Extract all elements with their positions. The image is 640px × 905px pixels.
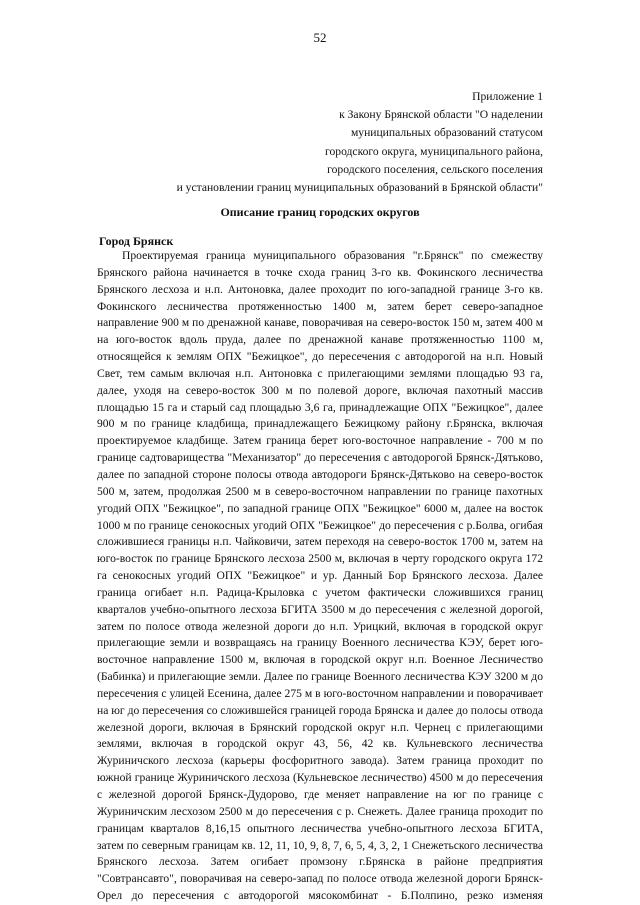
text-line: Брянского лесхоза и н.п. Антоновка, далее проходит по юго-западной границе 3-го кв. <box>97 282 543 296</box>
text-line: Журиничским лесхозом 2500 м до пересечения с р. Снежеть. Далее граница проходит по <box>97 804 543 818</box>
text-line: га сенокосных угодий ОПХ "Бежицкое" и ур. Данный Бор Брянского лесхоза. Далее <box>97 569 543 583</box>
text-line: (Бабинка) и прилегающие земли. Далее по границе Военного лесничества КЭУ 3200 м до <box>97 670 543 684</box>
text-line: Орел до пересечения с автодорогой мясокомбинат - Б.Полпино, резко изменяя <box>97 889 543 903</box>
text-line: 500 м, затем, продолжая 2500 м в северо-восточном направлении по границе пахотных <box>97 484 543 498</box>
appendix-line: и установлении границ муниципальных образований в Брянской области" <box>176 181 543 195</box>
text-line: землями, включая в городской округ 43, 56, 42 кв. Кульневского лесничества <box>97 737 543 751</box>
text-line: 900 м по границе кладбища, принадлежащего Бежицкому району г.Брянска, включая <box>97 417 543 431</box>
text-line: железной дороги, включая в Брянский городской округ н.п. Чернец с прилегающими <box>97 720 543 734</box>
text-line: прилегающие земли и возвращаясь на границу Военного лесничества КЭУ, берет юго- <box>97 636 543 650</box>
text-line: Свет, тем самым включая н.п. Антоновка с прилегающими землями площадью 93 га, <box>97 366 543 380</box>
page-number: 52 <box>313 30 327 45</box>
text-line: площадью 15 га и старый сад площадью 3,6 га, принадлежащие ОПХ "Бежицкое", далее <box>97 400 543 414</box>
text-line: сложившиеся границы н.п. Чайковичи, затем переходя на северо-восток 1700 м, затем на <box>97 535 543 549</box>
appendix-line: городского поселения, сельского поселения <box>327 162 543 176</box>
text-line: "Совтрансавто", поворачивая на северо-запад по полосе отвода железной дороги Брянск- <box>97 872 543 886</box>
text-line: границе садтоварищества "Механизатор" до пересечения с автодорогой Брянск-Дятьково, <box>97 451 543 465</box>
text-line: Брянского лесхоза. Затем огибает промзону г.Брянска в районе предприятия <box>97 855 543 869</box>
body-text <box>97 248 543 905</box>
text-line: затем по северным границам кв. 12, 11, 10, 9, 8, 7, 6, 5, 4, 3, 2, 1 Снежетьского лесничества <box>97 839 543 852</box>
text-line: границам кварталов 8,16,15 опытного лесничества учебно-опытного лесхоза БГИТА, <box>97 821 543 835</box>
text-line: далее по западной стороне полосы отвода автодороги Брянск-Дятьково на северо-восток <box>97 467 543 481</box>
text-line: Проектируемая граница муниципального образования "г.Брянск" по смежеству <box>122 249 543 262</box>
appendix-line: к Закону Брянской области "О наделении <box>339 108 543 122</box>
text-line: относящейся к землям ОПХ "Бежицкое", до пересечения с автодорогой на н.п. Новый <box>97 350 543 364</box>
text-line: кварталов учебно-опытного лесхоза БГИТА 3500 м до пересечения с железной дорогой, <box>97 602 543 616</box>
text-line: южной границе Журиничского лесхоза (Кульневское лесничество) 4500 м до пересечения <box>97 771 543 785</box>
section-title: Описание границ городских округов <box>220 205 420 219</box>
text-line: юго-восток по границе Брянского лесхоза 2500 м, включая в черту городского округа 172 <box>97 552 543 566</box>
text-line: восточное направление 1500 м, включая в городской округ н.п. Военное Лесничество <box>97 653 543 667</box>
text-line: 1000 м по границе сенокосных угодий ОПХ "Бежицкое" до пересечения с р.Болва, огибая <box>97 518 543 532</box>
text-line: направление 900 м по дренажной канаве, поворачивая на северо-восток 150 м, затем 400 м <box>97 317 543 330</box>
appendix-line: муниципальных образований статусом <box>350 126 543 140</box>
text-line: граница огибает н.п. Радица-Крыловка с учетом фактически сложившихся границ <box>97 585 543 599</box>
text-line: затем по полосе отвода железной дороги до н.п. Урицкий, включая в городской округ <box>97 619 543 633</box>
text-line: Журиничского лесхоза (карьеры фосфоритного завода). Затем граница проходит по <box>97 754 543 768</box>
appendix-line: Приложение 1 <box>472 90 543 103</box>
appendix-block <box>177 88 543 197</box>
text-line: на юг до пересечения со сложившейся границей города Брянска и далее до полосы отвода <box>97 703 543 717</box>
text-line: на юго-восток вдоль пруда, далее по дренажной канаве протяженностью 1100 м, <box>97 333 543 347</box>
appendix-line: городского округа, муниципального района, <box>325 144 543 158</box>
text-line: Брянского района начинается в точке схода границ 3-го кв. Фокинского лесничества <box>97 265 543 279</box>
text-line: пересечения с улицей Есенина, далее 275 м в юго-восточном направлении и поворачивает <box>97 686 543 700</box>
text-line: угодий ОПХ "Бежицкое", по западной границе ОПХ "Бежицкое" 6000 м, далее на восток <box>97 501 543 515</box>
text-line: далее, уходя на северо-восток 300 м по полевой дороге, включая пахотный массив <box>97 383 543 397</box>
text-line: Фокинского лесничества протяженностью 1400 м, затем берет северо-западное <box>97 299 543 313</box>
text-line: проектируемое кладбище. Затем граница берет юго-восточное направление - 700 м по <box>97 434 543 448</box>
text-line: с железной дорогой Брянск-Дудорово, где меняет направление на юг по границе с <box>97 788 543 801</box>
city-heading: Город Брянск <box>99 234 174 248</box>
